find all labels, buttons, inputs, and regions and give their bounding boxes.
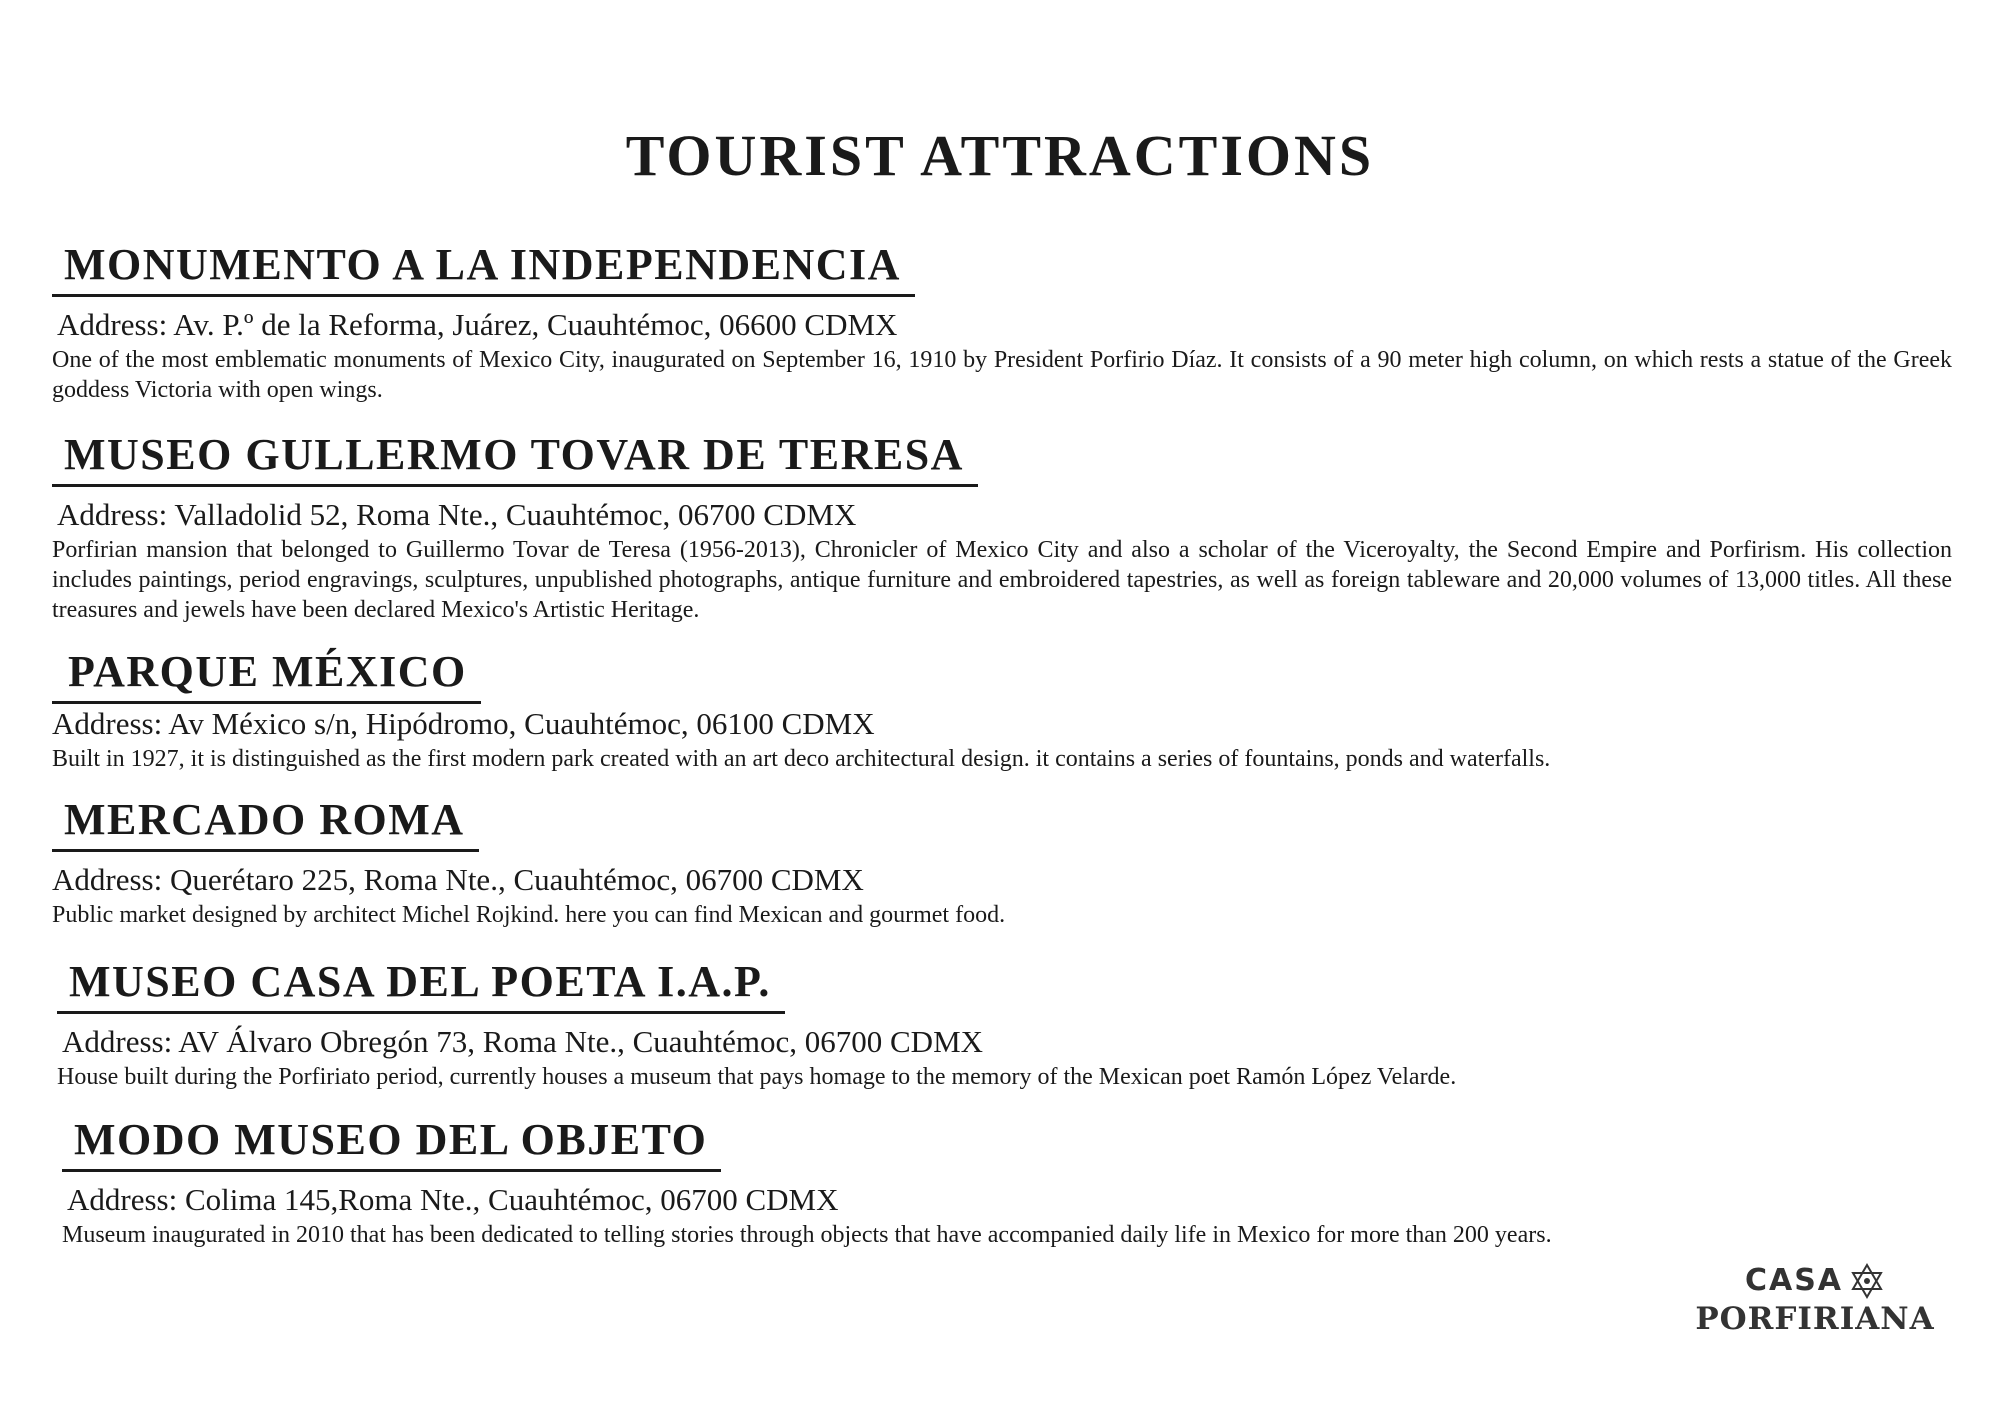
star-of-david-icon	[1849, 1263, 1885, 1299]
attraction-heading: MODO MUSEO DEL OBJETO	[62, 1111, 721, 1172]
attraction-address: Address: Querétaro 225, Roma Nte., Cuauhtémoc, 06700 CDMX	[52, 862, 864, 897]
attraction-heading: MUSEO GULLERMO TOVAR DE TERESA	[52, 426, 978, 487]
attraction-address: Address: Valladolid 52, Roma Nte., Cuauhtémoc, 06700 CDMX	[57, 497, 857, 532]
attraction-description: Public market designed by architect Michel Rojkind. here you can find Mexican and gourmet food.	[52, 902, 1006, 928]
attraction-description: Museum inaugurated in 2010 that has been dedicated to telling stories through objects that have accompanied daily life in Mexico for more than 200 years.	[62, 1222, 1552, 1248]
attraction-section	[52, 426, 1952, 625]
attraction-description: House built during the Porfiriato period, currently houses a museum that pays homage to the memory of the Mexican poet Ramón López Velarde.	[57, 1064, 1457, 1090]
attraction-address: Address: Colima 145,Roma Nte., Cuauhtémoc, 06700 CDMX	[67, 1182, 839, 1217]
attraction-section	[52, 643, 1952, 774]
logo-top-row	[1695, 1262, 1935, 1300]
attraction-description: Built in 1927, it is distinguished as the first modern park created with an art deco architectural design. it contains a series of fountains, ponds and waterfalls.	[52, 746, 1551, 772]
attraction-section	[57, 953, 1957, 1092]
attraction-heading: MERCADO ROMA	[52, 791, 479, 852]
attraction-section	[62, 1111, 1962, 1250]
attraction-section	[52, 236, 1952, 405]
casa-porfiriana-logo	[1695, 1262, 1935, 1338]
logo-line2: PORFIRIANA	[1695, 1301, 1935, 1337]
attraction-heading: PARQUE MÉXICO	[52, 643, 481, 704]
attraction-description: One of the most emblematic monuments of Mexico City, inaugurated on September 16, 1910 by President Porfirio Díaz. It consists of a 90 meter high column, on which rests a statue of the Greek goddess Victoria with open wings.	[52, 347, 1952, 403]
attraction-heading: MONUMENTO A LA INDEPENDENCIA	[52, 236, 915, 297]
logo-line1: CASA	[1744, 1263, 1844, 1298]
attraction-address: Address: Av. P.º de la Reforma, Juárez, Cuauhtémoc, 06600 CDMX	[57, 307, 898, 342]
attraction-section	[52, 791, 1952, 930]
attraction-address: Address: AV Álvaro Obregón 73, Roma Nte., Cuauhtémoc, 06700 CDMX	[62, 1024, 984, 1059]
attraction-heading: MUSEO CASA DEL POETA I.A.P.	[57, 953, 785, 1014]
attraction-description: Porfirian mansion that belonged to Guillermo Tovar de Teresa (1956-2013), Chronicler of Mexico City and also a scholar of the Viceroyalty, the Second Empire and Porfirism. His collection includes paintings, period engravings, sculptures, unpublished photographs, antique furniture and embroidered tapestries, as well as foreign tableware and 20,000 volumes of 13,000 titles. All these treasures and jewels have been declared Mexico's Artistic Heritage.	[52, 537, 1952, 623]
page-title: TOURIST ATTRACTIONS	[625, 123, 1375, 188]
attraction-address: Address: Av México s/n, Hipódromo, Cuauhtémoc, 06100 CDMX	[52, 706, 875, 741]
